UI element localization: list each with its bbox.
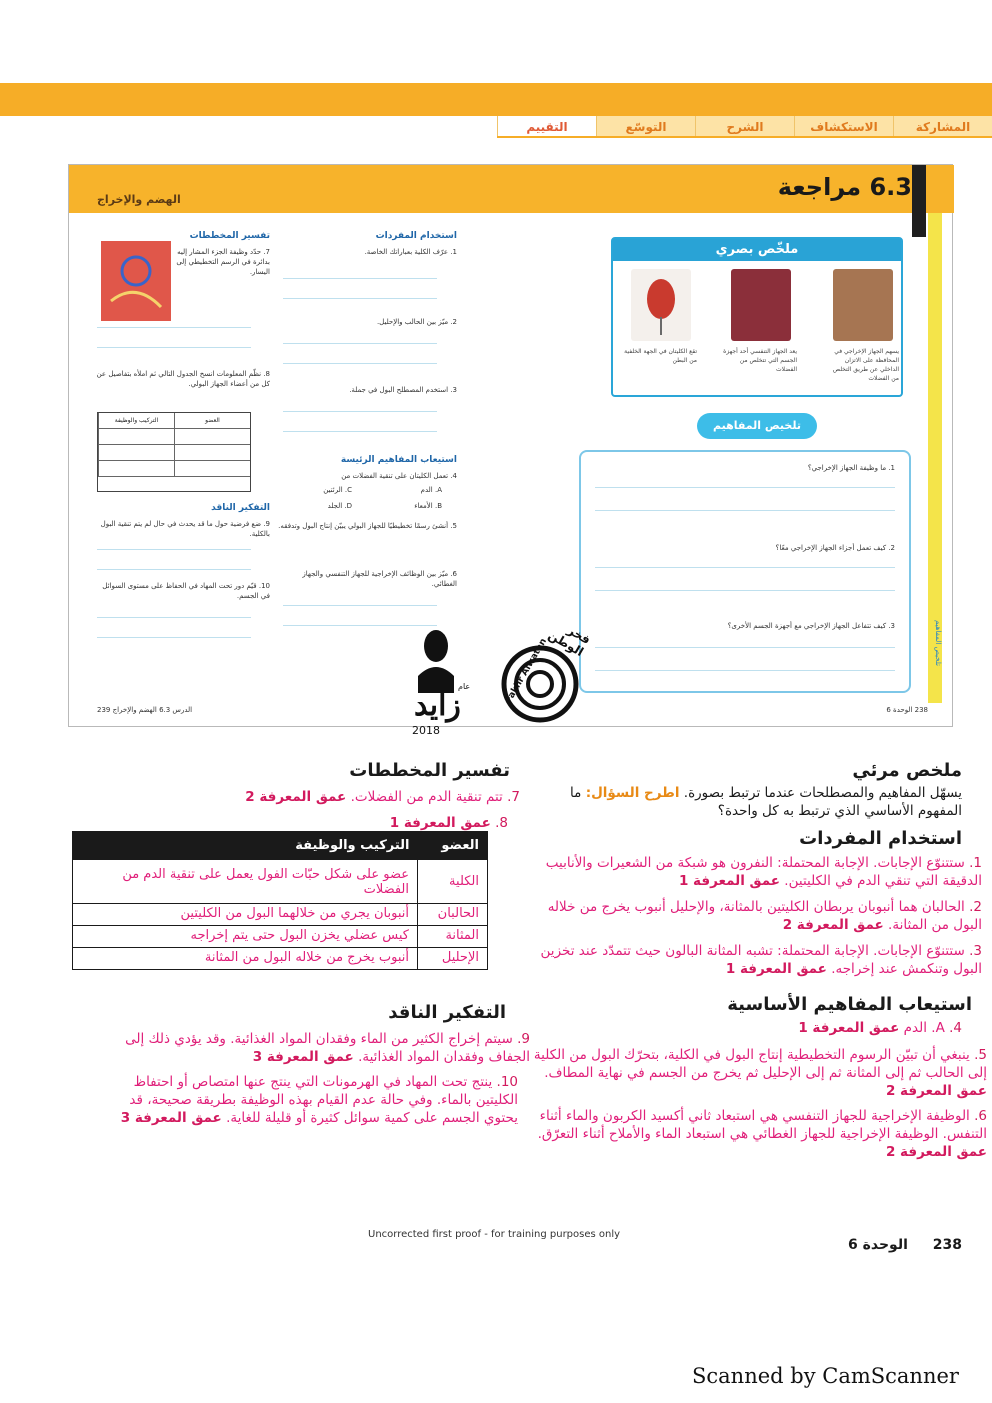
page-footer bbox=[848, 1237, 962, 1253]
critical-answer-10 bbox=[100, 1073, 518, 1127]
book-footer-left: الدرس 6.3 الهضم والإخراج 239 bbox=[97, 706, 193, 714]
answer-line bbox=[97, 327, 251, 328]
concept-summary-banner: تلخيص المفاهيم bbox=[697, 413, 817, 439]
concept-question: 1. ما وظيفة الجهاز الإخراجي؟ bbox=[807, 464, 895, 472]
scanner-watermark: Scanned by CamScanner bbox=[692, 1364, 959, 1388]
book-mc-d: D. الجلد bbox=[327, 502, 352, 510]
book-q9: 9. ضع فرضية حول ما قد يحدث في حال لم يتم تنقية البول بالكلية. bbox=[100, 520, 270, 538]
header-band bbox=[0, 83, 992, 116]
tab-elaborate[interactable]: التوسّع bbox=[596, 116, 695, 136]
concept-question: 3. كيف تتفاعل الجهاز الإخراجي مع أجهزة الجسم الأخرى؟ bbox=[727, 622, 895, 630]
lungs-image bbox=[731, 269, 791, 341]
answer-line bbox=[283, 605, 437, 606]
answer-number: 9. bbox=[517, 1031, 530, 1047]
book-table-row bbox=[98, 429, 250, 445]
book-vocab-heading: استخدام المفردات bbox=[375, 231, 457, 241]
answer-line bbox=[595, 567, 895, 568]
kidney-diagram bbox=[101, 241, 171, 321]
answer-line bbox=[97, 347, 251, 348]
side-label: تلخيص المفاهيم bbox=[934, 620, 942, 666]
book-critical-heading: التفكير الناقد bbox=[211, 503, 270, 513]
book-footer-right: 238 الوحدة 6 bbox=[886, 706, 928, 714]
answer-line bbox=[283, 343, 437, 344]
table-cell-function: أنبوب يخرج من خلاله البول من المثانة bbox=[73, 948, 418, 970]
book-table-row bbox=[98, 445, 250, 461]
table-row bbox=[73, 904, 488, 926]
dok-label: عمق المعرفة 2 bbox=[245, 789, 347, 805]
answer-text: ينتج تحت المهاد في الهرمونات التي ينتج عنها امتصاص أو احتفاظ الكليتين بالماء. وفي حالة عدم القيام بهذه الوظيفة بطريقة صحيحة، قد يحتوي الجسم على كمية سوائل كثيرة أو قليلة للغاية. bbox=[129, 1074, 518, 1126]
answer-number: 5. bbox=[974, 1047, 987, 1063]
dok-label: عمق المعرفة 1 bbox=[798, 1020, 900, 1036]
fakhr-alwatan-logo bbox=[490, 618, 593, 728]
table-row bbox=[73, 948, 488, 970]
main-answer-5 bbox=[532, 1046, 987, 1100]
answer-line bbox=[97, 617, 251, 618]
answer-line bbox=[283, 298, 437, 299]
tab-explain[interactable]: الشرح bbox=[695, 116, 794, 136]
book-q5: 5. أنشئ رسمًا تخطيطيًا للجهاز البولي يبيّن إنتاج البول وتدفقه. bbox=[278, 522, 457, 530]
book-q8: 8. نظّم المعلومات انسخ الجدول التالي ثم املأه بتفاصيل عن كل من أعضاء الجهاز البولي. bbox=[96, 370, 270, 388]
book-mc-a: A. الدم bbox=[420, 486, 442, 494]
answer-line bbox=[595, 647, 895, 648]
answer-text: ستتنوّع الإجابات. الإجابة المحتملة: النفرون هو شبكة من الشعيرات والأنابيب الدقيقة التي تنقي الدم في الكليتين. bbox=[545, 855, 982, 889]
tab-engage[interactable]: المشاركة bbox=[893, 116, 992, 136]
critical-thinking-heading: التفكير الناقد bbox=[388, 1002, 506, 1023]
answer-number: 3. bbox=[969, 943, 982, 959]
answer-line bbox=[595, 510, 895, 511]
visual-summary-title: ملخّص بصري bbox=[613, 239, 901, 261]
kidney-icon bbox=[631, 269, 691, 341]
dok-label: عمق المعرفة 1 bbox=[725, 961, 827, 977]
answer-line bbox=[595, 670, 895, 671]
answer-line bbox=[283, 411, 437, 412]
visual-caption-3: تقع الكليتان في الجهة الخلفية من البطن bbox=[624, 348, 697, 364]
book-organ-table bbox=[97, 412, 251, 492]
table-row bbox=[73, 926, 488, 948]
book-diagram-heading: تفسير المخططات bbox=[189, 231, 270, 241]
dok-label: عمق المعرفة 1 bbox=[678, 873, 780, 889]
vocab-answer-2 bbox=[537, 898, 982, 934]
answer-text: سيتم إخراج الكثير من الماء وفقدان المواد الغذائية. وقد يؤدي ذلك إلى الجفاف وفقدان المواد الغذائية. bbox=[125, 1031, 530, 1065]
main-answer-6 bbox=[532, 1107, 987, 1161]
answer-text: تتم تنقية الدم من الفضلات. bbox=[350, 789, 503, 805]
concept-question: 2. كيف تعمل أجزاء الجهاز الإخراجي معًا؟ bbox=[775, 544, 895, 552]
diagram-answer-8 bbox=[308, 814, 508, 832]
table-row bbox=[73, 860, 488, 904]
visual-summary-heading: ملخص مرئي bbox=[852, 760, 962, 781]
visual-summary-body: يسهّل المفاهيم والمصطلحات عندما ترتبط بصورة. bbox=[683, 785, 962, 801]
table-header-row bbox=[73, 832, 488, 860]
book-table-head bbox=[98, 413, 250, 429]
book-mc-stem: 4. تعمل الكليتان على تنقية الفضلات من bbox=[341, 472, 457, 480]
book-vocab-item: 1. عرّف الكلية بعباراتك الخاصة. bbox=[364, 248, 457, 256]
table-head-structure: التركيب والوظيفة bbox=[73, 832, 418, 860]
book-vocab-item: 2. ميّز بين الحالب والإحليل. bbox=[376, 318, 457, 326]
answer-line bbox=[97, 549, 251, 550]
critical-answer-9 bbox=[102, 1030, 530, 1066]
answer-text: الوظيفة الإخراجية للجهاز التنفسي هي استبعاد ثاني أكسيد الكربون والماء أثناء التنفس. الوظيفة الإخراجية للجهاز الغطائي هي استبعاد الماء والأملاح أثناء التعرّق. bbox=[537, 1108, 987, 1142]
answer-line bbox=[97, 569, 251, 570]
visual-summary-box bbox=[611, 237, 903, 397]
ask-question-text: ما المفهوم الأساسي الذي ترتبط به كل واحدة؟ bbox=[570, 785, 962, 819]
book-left-header: الهضم والإخراج bbox=[97, 193, 181, 206]
tab-strip bbox=[497, 116, 992, 138]
vocab-answer-1 bbox=[537, 854, 982, 890]
answer-number: 8. bbox=[495, 815, 508, 831]
unit-label: الوحدة 6 bbox=[847, 1237, 908, 1253]
answer-line bbox=[595, 487, 895, 488]
answer-text: الحالبان هما أنبوبان يربطان الكليتين بالمثانة، والإحليل أنبوب يخرج من خلاله البول من المثانة. bbox=[547, 899, 982, 933]
diagrams-heading: تفسير المخططات bbox=[349, 760, 510, 781]
concept-summary-box bbox=[579, 450, 911, 693]
book-q6: 6. ميّز بين الوظائف الإخراجية للجهاز التنفسي والجهاز الغطائي. bbox=[302, 570, 457, 588]
tab-evaluate[interactable]: التقييم bbox=[497, 116, 596, 136]
table-cell-organ: الحالبان bbox=[418, 904, 488, 926]
answer-line bbox=[283, 278, 437, 279]
answer-number: 6. bbox=[974, 1108, 987, 1124]
dok-label: عمق المعرفة 3 bbox=[252, 1049, 354, 1065]
page-number: 238 bbox=[932, 1237, 962, 1253]
answer-line bbox=[283, 431, 437, 432]
table-cell-organ: المثانة bbox=[418, 926, 488, 948]
answer-text: ينبغي أن تبيّن الرسوم التخطيطية إنتاج البول في الكلية، بتحرّك البول من الكلية إلى الحالب ثم إلى المثانة ثم إلى الإحليل ثم يخرج من الجسم في نهاية المطاف. bbox=[533, 1047, 987, 1081]
answer-line bbox=[97, 637, 251, 638]
main-answer-4 bbox=[532, 1019, 962, 1037]
answer-line bbox=[283, 363, 437, 364]
dok-label: عمق المعرفة 1 bbox=[389, 815, 491, 831]
stamp-zayed: زايد bbox=[414, 688, 461, 723]
answer-number: 7. bbox=[507, 789, 520, 805]
book-table-col-organ: العضو bbox=[174, 413, 250, 428]
lesson-bar bbox=[912, 165, 926, 237]
dok-label: عمق المعرفة 2 bbox=[885, 1144, 987, 1160]
answer-text: A. الدم bbox=[903, 1020, 945, 1036]
book-mc-b: B. الأمعاء bbox=[414, 502, 442, 510]
tab-explore[interactable]: الاستكشاف bbox=[794, 116, 893, 136]
answer-text: ستتنوّع الإجابات. الإجابة المحتملة: تشبه المثانة البالون حيث تتمدّد عند تخزين البول وتنكمش عند إخراجه. bbox=[540, 943, 982, 977]
book-vocab-item: 3. استخدم المصطلح البول في جملة. bbox=[349, 386, 457, 394]
answer-number: 2. bbox=[969, 899, 982, 915]
book-q7: 7. حدّد وظيفة الجزء المشار إليه بدائرة في الرسم التخطيطي إلى اليسار. bbox=[176, 248, 270, 276]
table-cell-function: عضو على شكل حبّات الفول يعمل على تنقية الدم من الفضلات bbox=[73, 860, 418, 904]
answer-number: 4. bbox=[949, 1020, 962, 1036]
table-cell-function: كيس عضلي يخزن البول حتى يتم إخراجه bbox=[73, 926, 418, 948]
book-main-heading: استيعاب المفاهيم الرئيسة bbox=[340, 455, 457, 465]
ask-question-label: اطرح السؤال: bbox=[585, 785, 680, 801]
zayed-stamp bbox=[410, 618, 480, 738]
table-cell-organ: الكلية bbox=[418, 860, 488, 904]
answer-number: 10. bbox=[496, 1074, 518, 1090]
stamp-year-word: عام bbox=[458, 682, 471, 691]
visual-caption-2: يعد الجهاز التنفسي أحد أجهزة الجسم التي تتخلص من الفضلات bbox=[723, 348, 797, 373]
book-mc-c: C. الرئتين bbox=[323, 486, 352, 494]
table-head-organ: العضو bbox=[418, 832, 488, 860]
table-cell-function: أنبوبان يجري من خلالهما البول من الكليتين bbox=[73, 904, 418, 926]
table-cell-organ: الإحليل bbox=[418, 948, 488, 970]
dok-label: عمق المعرفة 2 bbox=[782, 917, 884, 933]
vocab-answer-3 bbox=[537, 942, 982, 978]
main-concepts-heading: استيعاب المفاهيم الأساسية bbox=[727, 994, 972, 1015]
book-table-row bbox=[98, 461, 250, 477]
organ-function-table bbox=[72, 831, 488, 970]
logo-arabic-text: فخر الوطن bbox=[545, 622, 593, 660]
book-q10: 10. قيّم دور تحت المهاد في الحفاظ على مستوى السوائل في الجسم. bbox=[102, 582, 270, 600]
visual-summary-text bbox=[542, 784, 962, 820]
answer-line bbox=[595, 590, 895, 591]
book-title: 6.3 مراجعة bbox=[777, 173, 912, 201]
diagram-answer-7 bbox=[100, 788, 520, 806]
skin-image bbox=[833, 269, 893, 341]
visual-caption-1: يسهم الجهاز الإخراجي في المحافظة على الاتزان الداخلي عن طريق التخلص من الفضلات bbox=[832, 348, 899, 382]
vocab-heading: استخدام المفردات bbox=[799, 828, 962, 849]
dok-label: عمق المعرفة 3 bbox=[120, 1110, 222, 1126]
dok-label: عمق المعرفة 2 bbox=[885, 1083, 987, 1099]
book-table-col-structure: التركيب والوظيفة bbox=[98, 413, 174, 428]
kidney-image bbox=[631, 269, 691, 341]
answer-number: 1. bbox=[969, 855, 982, 871]
logo-latin-text: Fakhr Alwatan bbox=[503, 636, 549, 706]
nephron-icon bbox=[101, 241, 171, 321]
proof-notice: Uncorrected first proof - for training purposes only bbox=[368, 1229, 621, 1240]
stamp-year: 2018 bbox=[412, 724, 440, 737]
